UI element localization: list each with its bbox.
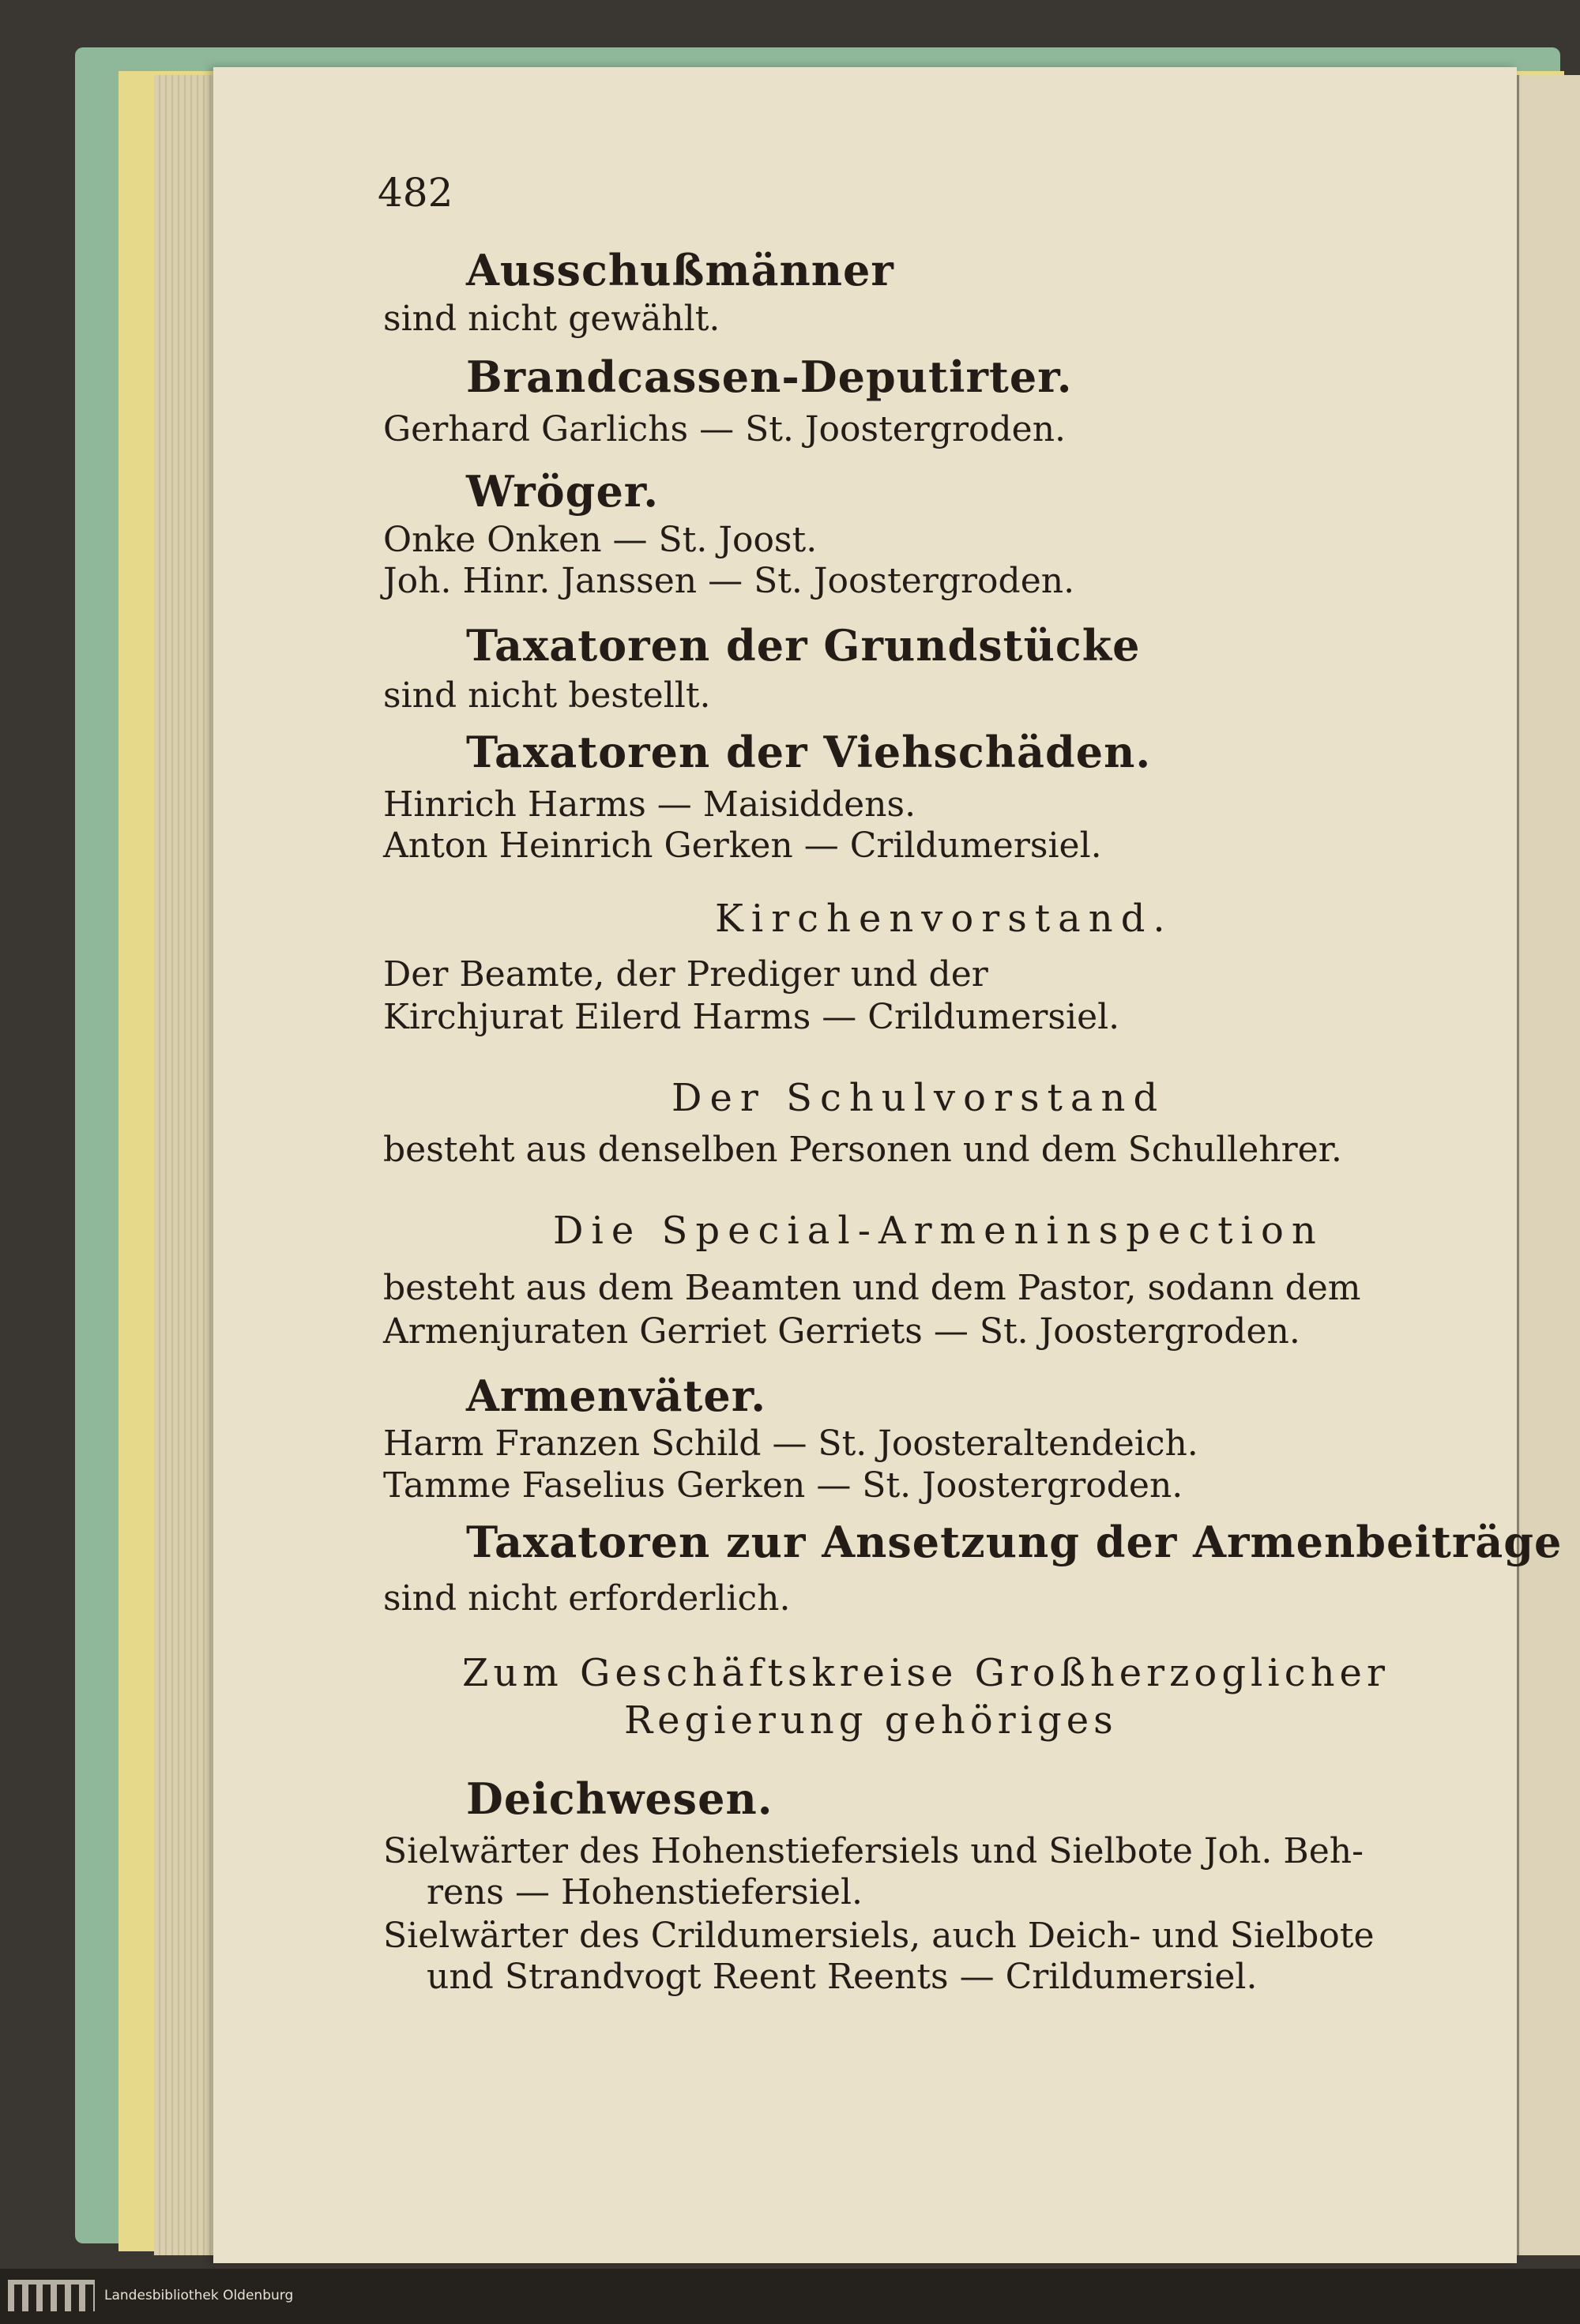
text-line: rens — Hohenstiefersiel.	[427, 1872, 863, 1912]
text-line: Armenjuraten Gerriet Gerriets — St. Joostergroden.	[383, 1311, 1300, 1352]
text-line: Onke Onken — St. Joost.	[383, 520, 818, 560]
text-line: Kirchjurat Eilerd Harms — Crildumersiel.	[383, 997, 1120, 1037]
section-heading: Taxatoren zur Ansetzung der Armenbeiträge	[466, 1517, 1563, 1567]
text-line: sind nicht gewählt.	[383, 299, 720, 339]
section-heading: Die Special-Armeninspection	[553, 1209, 1324, 1253]
section-heading: Brandcassen-Deputirter.	[466, 352, 1073, 402]
text-line: besteht aus denselben Personen und dem Schullehrer.	[383, 1130, 1342, 1170]
text-line: Harm Franzen Schild — St. Joosteraltendeich.	[383, 1423, 1198, 1464]
text-line: und Strandvogt Reent Reents — Crildumersiel.	[427, 1957, 1258, 1997]
section-heading: Deichwesen.	[466, 1773, 773, 1824]
section-heading: Armenväter.	[466, 1371, 767, 1421]
text-line: Tamme Faselius Gerken — St. Joostergroden.	[383, 1465, 1183, 1506]
text-line: Sielwärter des Hohenstiefersiels und Sielbote Joh. Beh-	[383, 1831, 1364, 1871]
facing-page-edge	[1517, 75, 1580, 2255]
text-line: Der Beamte, der Prediger und der	[383, 954, 988, 995]
text-line: Joh. Hinr. Janssen — St. Joostergroden.	[383, 561, 1075, 601]
text-line: besteht aus dem Beamten und dem Pastor, sodann dem	[383, 1268, 1361, 1308]
text-line: Gerhard Garlichs — St. Joostergroden.	[383, 409, 1066, 449]
text-line: sind nicht erforderlich.	[383, 1578, 791, 1619]
section-heading: Taxatoren der Viehschäden.	[466, 727, 1152, 777]
section-heading: Wröger.	[466, 466, 660, 517]
page-number: 482	[378, 170, 453, 216]
section-heading: Der Schulvorstand	[672, 1076, 1166, 1120]
library-name: Landesbibliothek Oldenburg	[104, 2288, 294, 2303]
footer-bar	[0, 2269, 1580, 2324]
section-heading: Ausschußmänner	[466, 245, 894, 295]
section-heading: Zum Geschäftskreise Großherzoglicher	[462, 1651, 1390, 1695]
section-heading: Regierung gehöriges	[624, 1698, 1118, 1743]
text-line: sind nicht bestellt.	[383, 675, 711, 716]
section-heading: Kirchenvorstand.	[715, 897, 1173, 941]
text-line: Sielwärter des Crildumersiels, auch Deich- und Sielbote	[383, 1916, 1375, 1956]
text-line: Hinrich Harms — Maisiddens.	[383, 784, 916, 825]
library-building-icon	[8, 2280, 95, 2311]
text-line: Anton Heinrich Gerken — Crildumersiel.	[383, 825, 1102, 866]
section-heading: Taxatoren der Grundstücke	[466, 620, 1141, 671]
